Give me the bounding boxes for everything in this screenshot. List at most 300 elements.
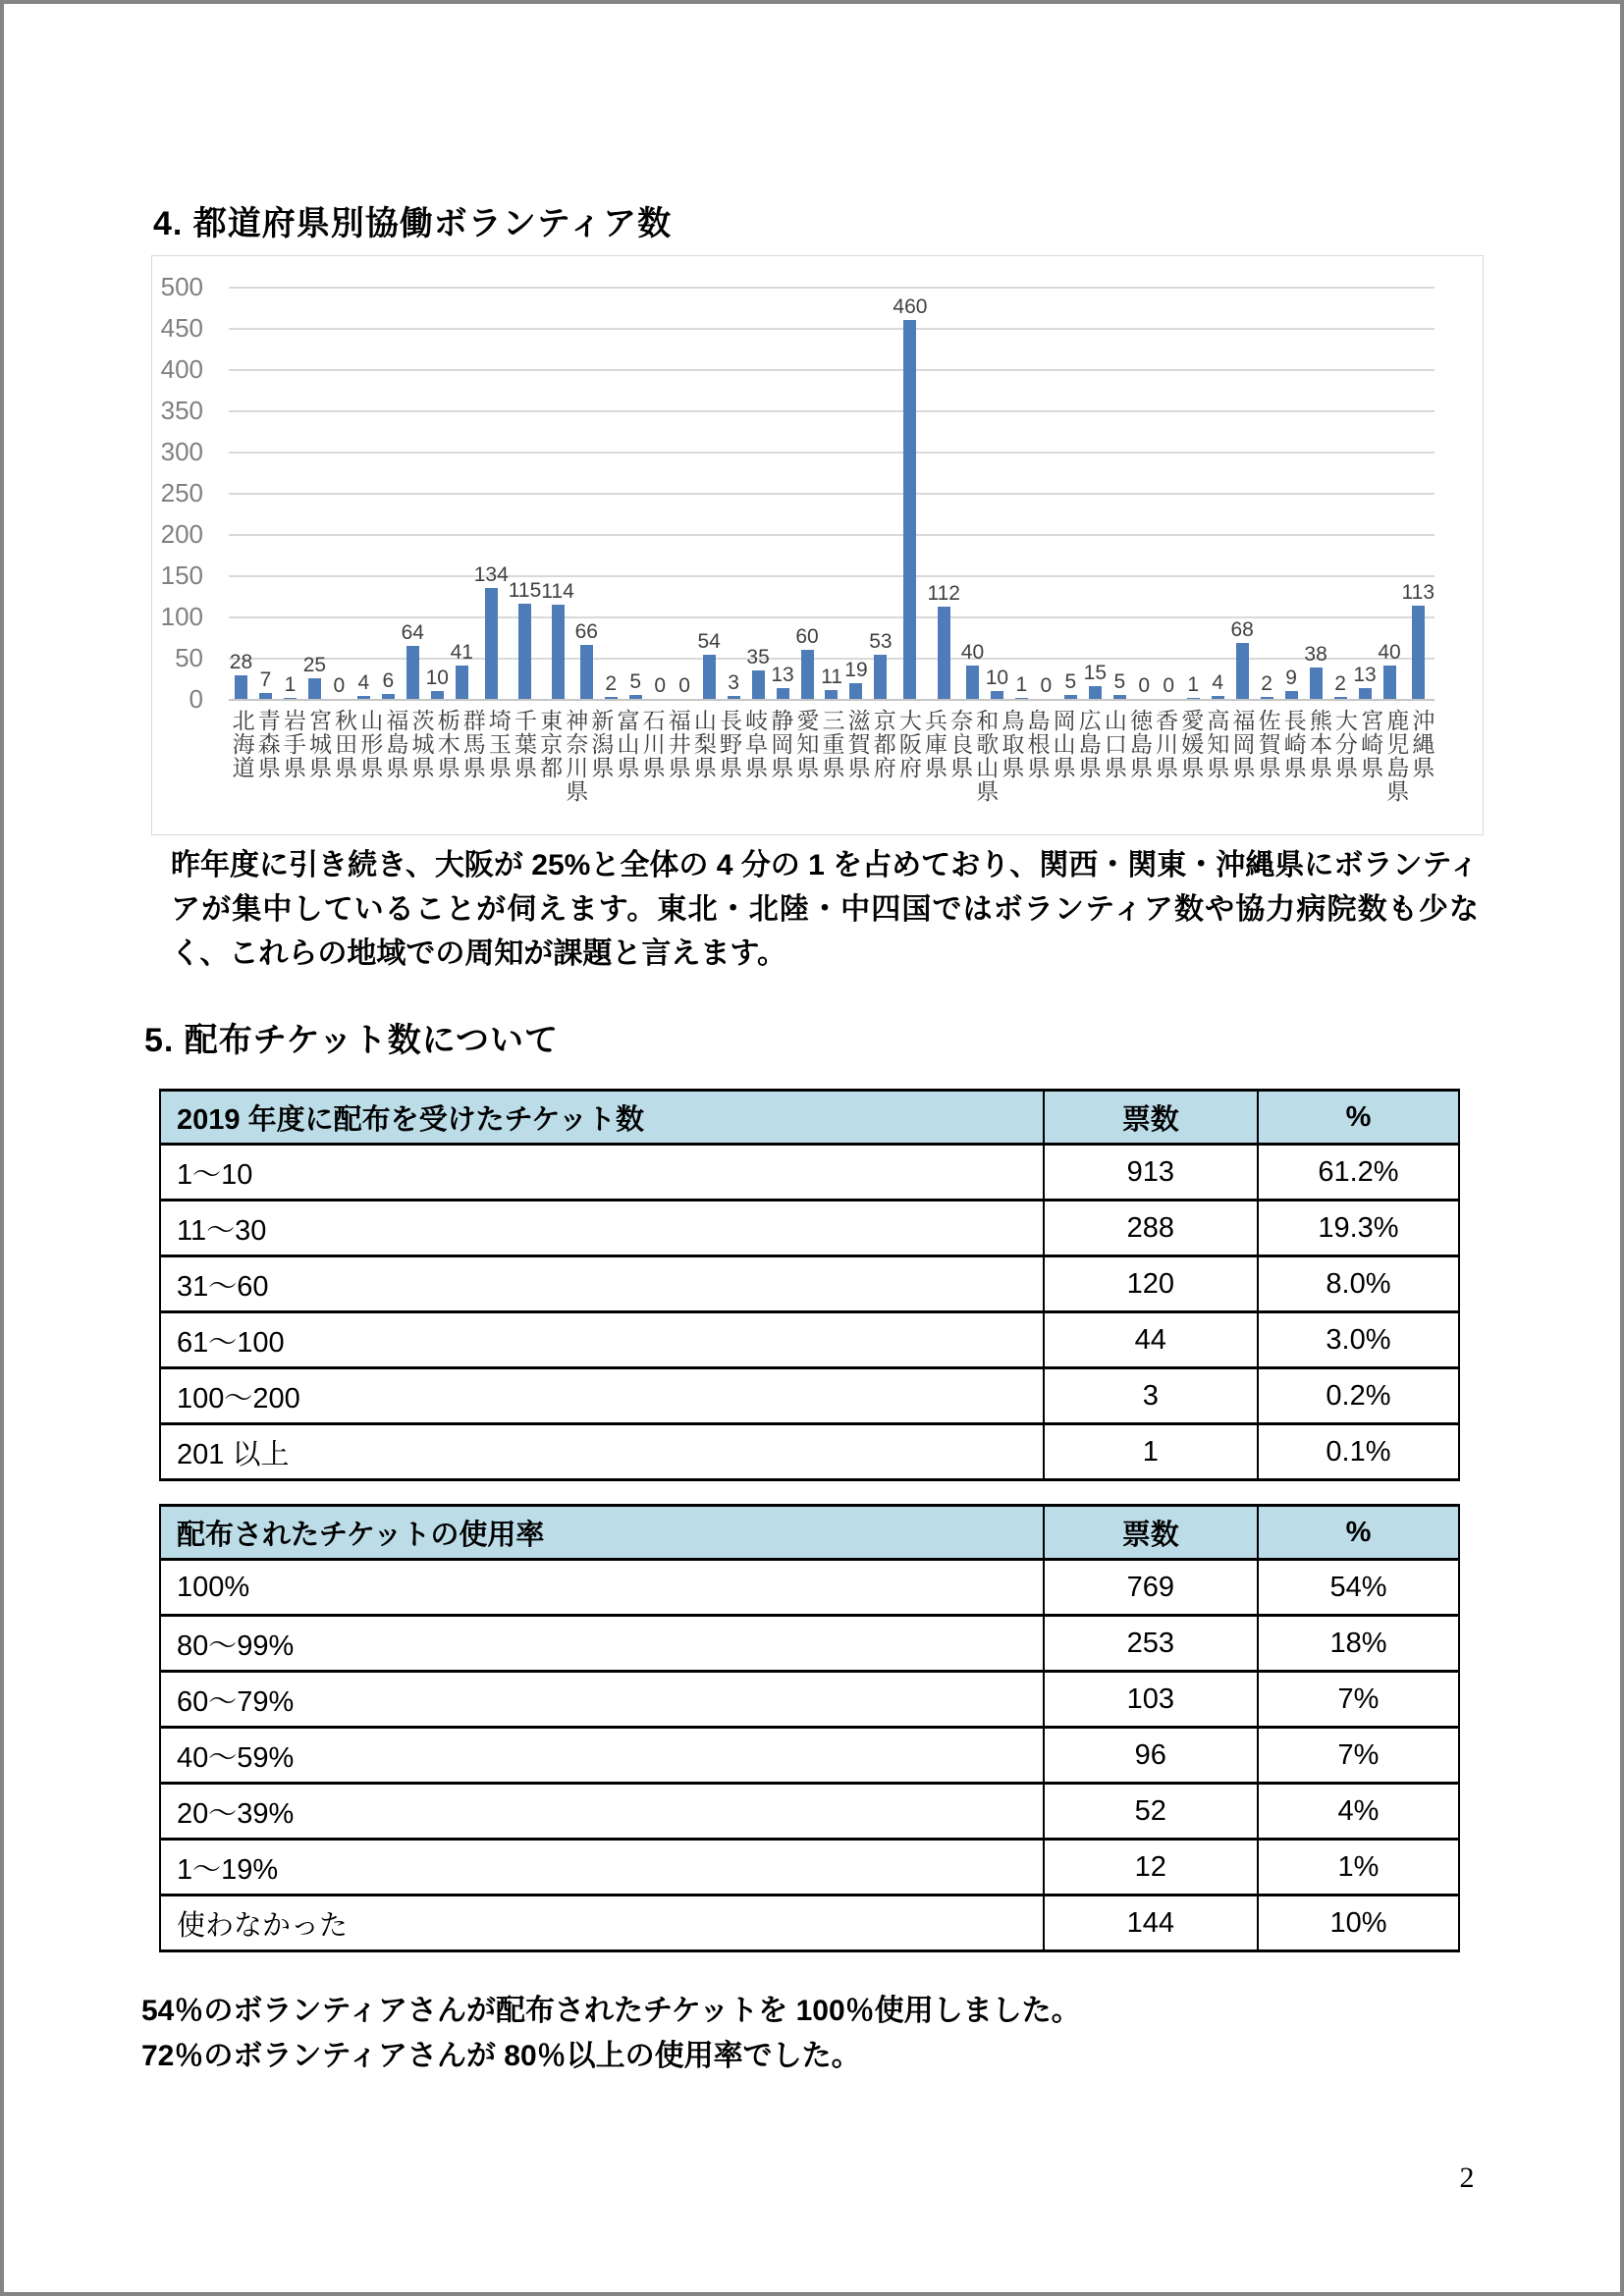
- bar: [1064, 695, 1077, 699]
- x-axis-label-text: 栃木県: [434, 709, 460, 779]
- bar: [938, 607, 950, 699]
- x-axis-label-text: 滋賀県: [844, 709, 871, 779]
- bar-value-label: 0: [1163, 674, 1175, 697]
- x-axis-label: [383, 709, 408, 803]
- x-axis-label-text: 岐阜県: [742, 709, 769, 779]
- table-header-cell: 票数: [1044, 1091, 1258, 1145]
- x-axis-label-text: 茨城県: [408, 709, 435, 779]
- table-header-cell: 票数: [1044, 1506, 1258, 1560]
- bar-value-label: 0: [654, 674, 667, 697]
- chart-column: [425, 287, 450, 699]
- bar-value-label: 11: [821, 665, 842, 688]
- y-tick-label: 150: [160, 561, 203, 590]
- chart-column: [450, 287, 474, 699]
- bar-value-label: 115: [508, 579, 542, 603]
- x-axis-label: [690, 709, 716, 803]
- x-axis-label: [1178, 709, 1204, 803]
- y-tick-label: 250: [160, 478, 203, 507]
- gridline: [229, 699, 1435, 701]
- x-axis-label: [639, 709, 665, 803]
- chart-column: [1279, 287, 1304, 699]
- row-value-cell: 96: [1044, 1728, 1258, 1784]
- table-row: [160, 1728, 1459, 1784]
- x-axis-label: [1358, 709, 1383, 803]
- bar-value-label: 134: [473, 563, 509, 587]
- bar-value-label: 9: [1285, 667, 1297, 690]
- x-axis-label: [563, 709, 588, 803]
- x-axis-label-text: 福島県: [383, 709, 409, 779]
- bar-value-label: 60: [795, 624, 819, 648]
- x-axis-label: [332, 709, 357, 803]
- x-axis-label-text: 奈良県: [947, 709, 974, 779]
- bar-value-label: 40: [1378, 641, 1401, 665]
- x-axis-label: [716, 709, 741, 803]
- x-axis-label-text: 愛知県: [793, 709, 820, 779]
- x-axis-label-text: 山形県: [357, 709, 384, 779]
- bar: [752, 670, 765, 699]
- chart-column: [352, 287, 376, 699]
- chart-column: [1083, 287, 1108, 699]
- x-axis-label: [1024, 709, 1050, 803]
- x-axis-label: [537, 709, 563, 803]
- x-axis-label-text: 埼玉県: [485, 709, 512, 779]
- x-axis-label: [1101, 709, 1126, 803]
- table-row: [160, 1784, 1459, 1840]
- x-axis-label: [742, 709, 768, 803]
- bar-value-label: 64: [401, 621, 424, 645]
- x-axis-label: [460, 709, 485, 803]
- bar: [1187, 698, 1200, 699]
- chart-column: [927, 287, 959, 699]
- bar-value-label: 35: [746, 645, 770, 668]
- x-axis-label: [1280, 709, 1306, 803]
- bar: [1412, 606, 1425, 699]
- table-row: [160, 1896, 1459, 1951]
- row-value-cell: 52: [1044, 1784, 1258, 1840]
- row-value-cell: 8.0%: [1258, 1256, 1459, 1312]
- bar: [406, 646, 419, 699]
- chart-column: [960, 287, 985, 699]
- table-header-cell: 配布されたチケットの使用率: [160, 1506, 1044, 1560]
- table-header-cell: %: [1258, 1506, 1459, 1560]
- bar-value-label: 460: [893, 294, 928, 318]
- x-axis-label: [768, 709, 793, 803]
- bar-value-label: 7: [259, 668, 272, 692]
- bar-value-label: 0: [1040, 674, 1053, 697]
- row-label-cell: 80〜99%: [160, 1616, 1044, 1672]
- row-label-cell: 使わなかった: [160, 1896, 1044, 1951]
- section4-paragraph: 昨年度に引き続き、大阪が 25%と全体の 4 分の 1 を占めており、関西・関東・沖縄県にボランティアが集中していることが伺えます。東北・北陸・中四国ではボランティア数や協力病院数も少なく、これらの地域での周知が課題と言えます。: [171, 849, 1479, 970]
- tickets-received-table: [159, 1089, 1460, 1481]
- x-axis-label-text: 長崎県: [1280, 709, 1307, 779]
- table-row: [160, 1201, 1459, 1256]
- x-axis-label: [921, 709, 947, 803]
- x-axis-label-text: 宮崎県: [1358, 709, 1384, 779]
- bar: [235, 675, 247, 699]
- chart-column: [1181, 287, 1206, 699]
- bar-value-label: 38: [1304, 643, 1327, 667]
- bar-value-label: 13: [771, 664, 794, 687]
- chart-column: [401, 287, 425, 699]
- section4-heading: 4. 都道府県別協働ボランティア数: [153, 205, 673, 242]
- x-axis-label-text: 千葉県: [511, 709, 537, 779]
- row-label-cell: 1〜19%: [160, 1840, 1044, 1896]
- chart-column: [1206, 287, 1230, 699]
- x-axis-label: [819, 709, 844, 803]
- x-axis-label: [511, 709, 536, 803]
- row-value-cell: 0.2%: [1258, 1368, 1459, 1424]
- chart-column: [722, 287, 746, 699]
- row-label-cell: 11〜30: [160, 1201, 1044, 1256]
- x-axis-label: [1050, 709, 1075, 803]
- chart-column: [771, 287, 795, 699]
- chart-column: [1255, 287, 1279, 699]
- chart-column: [648, 287, 673, 699]
- x-axis-label: [254, 709, 280, 803]
- x-axis-label-text: 沖縄県: [1409, 709, 1435, 779]
- bar-value-label: 53: [869, 630, 893, 654]
- y-tick-label: 50: [175, 643, 203, 672]
- x-axis-label-text: 秋田県: [332, 709, 358, 779]
- bar-value-label: 15: [1083, 662, 1107, 685]
- x-axis-label-text: 群馬県: [460, 709, 486, 779]
- row-value-cell: 913: [1044, 1145, 1258, 1201]
- x-axis-label: [973, 709, 999, 803]
- bar-value-label: 2: [605, 672, 618, 696]
- bar: [728, 696, 740, 699]
- row-value-cell: 54%: [1258, 1560, 1459, 1616]
- bar: [382, 694, 395, 699]
- bar: [629, 695, 642, 699]
- bar: [456, 666, 468, 699]
- table-header-row: [160, 1091, 1459, 1145]
- x-axis-label-text: 石川県: [639, 709, 666, 779]
- x-axis-label-text: 徳島県: [1127, 709, 1154, 779]
- bar-value-label: 1: [1187, 673, 1200, 697]
- chart-column: [474, 287, 509, 699]
- x-axis-label: [1383, 709, 1409, 803]
- table-body: [160, 1560, 1459, 1951]
- x-axis-label: [947, 709, 973, 803]
- x-axis-label-text: 熊本県: [1306, 709, 1332, 779]
- table-row: [160, 1424, 1459, 1480]
- bar: [966, 666, 979, 699]
- bar: [580, 645, 593, 699]
- table-row: [160, 1256, 1459, 1312]
- bar-value-label: 2: [1261, 672, 1272, 696]
- x-axis-label: [1229, 709, 1255, 803]
- row-value-cell: 769: [1044, 1560, 1258, 1616]
- y-tick-label: 350: [160, 396, 203, 425]
- bar-value-label: 68: [1230, 617, 1254, 641]
- bar: [903, 320, 916, 699]
- row-label-cell: 1〜10: [160, 1145, 1044, 1201]
- row-value-cell: 44: [1044, 1312, 1258, 1368]
- chart-column: [1230, 287, 1255, 699]
- bar: [1015, 698, 1028, 699]
- x-axis-label-text: 愛媛県: [1178, 709, 1205, 779]
- table-header-cell: %: [1258, 1091, 1459, 1145]
- bar-value-label: 13: [1353, 664, 1377, 687]
- x-axis-label-text: 山梨県: [690, 709, 717, 779]
- table-row: [160, 1145, 1459, 1201]
- chart-column: [574, 287, 599, 699]
- bar: [1236, 643, 1249, 699]
- y-tick-label: 400: [160, 354, 203, 384]
- bar: [259, 693, 272, 699]
- x-axis-label-text: 神奈川県: [563, 709, 589, 803]
- chart-column: [1034, 287, 1058, 699]
- bar-value-label: 66: [574, 619, 598, 643]
- row-value-cell: 19.3%: [1258, 1201, 1459, 1256]
- row-label-cell: 20〜39%: [160, 1784, 1044, 1840]
- chart-column: [843, 287, 868, 699]
- bar: [874, 655, 887, 699]
- table-head: [160, 1091, 1459, 1145]
- bar: [605, 697, 618, 699]
- x-axis-label: [844, 709, 870, 803]
- bar: [1089, 686, 1102, 699]
- row-value-cell: 253: [1044, 1616, 1258, 1672]
- x-axis-label: [485, 709, 511, 803]
- row-value-cell: 288: [1044, 1201, 1258, 1256]
- x-axis-label: [870, 709, 895, 803]
- y-tick-label: 300: [160, 437, 203, 466]
- row-value-cell: 103: [1044, 1672, 1258, 1728]
- bar-value-label: 0: [678, 674, 690, 697]
- bar: [1310, 667, 1323, 699]
- bar: [849, 683, 862, 699]
- chart-column: [253, 287, 278, 699]
- bar-value-label: 10: [985, 666, 1009, 689]
- x-axis-label-text: 兵庫県: [922, 709, 947, 779]
- x-axis-label-text: 青森県: [254, 709, 281, 779]
- bar: [357, 696, 370, 699]
- bar: [1212, 696, 1224, 699]
- bar-value-label: 40: [960, 641, 985, 665]
- chart-column: [820, 287, 844, 699]
- x-axis-label: [280, 709, 305, 803]
- chart-column: [673, 287, 697, 699]
- table-row: [160, 1616, 1459, 1672]
- row-value-cell: 144: [1044, 1896, 1258, 1951]
- bar-value-label: 112: [927, 581, 960, 605]
- x-axis-label: [1306, 709, 1331, 803]
- bar-value-label: 5: [1113, 669, 1126, 693]
- chart-column: [541, 287, 573, 699]
- row-value-cell: 61.2%: [1258, 1145, 1459, 1201]
- row-value-cell: 1: [1044, 1424, 1258, 1480]
- bar-value-label: 1: [1015, 673, 1028, 697]
- bar-value-label: 113: [1401, 581, 1435, 605]
- x-axis-label-text: 香川県: [1153, 709, 1179, 779]
- chart-column: [697, 287, 722, 699]
- volunteers-bar-chart: [151, 255, 1484, 835]
- chart-column: [278, 287, 302, 699]
- y-tick-label: 200: [160, 519, 203, 549]
- bar: [1113, 695, 1126, 699]
- chart-column: [1304, 287, 1328, 699]
- x-axis-label: [1153, 709, 1178, 803]
- bar: [1285, 691, 1298, 699]
- bar-value-label: 25: [302, 654, 327, 676]
- x-axis-label: [1075, 709, 1101, 803]
- bar-value-label: 4: [357, 670, 370, 694]
- y-tick-label: 100: [160, 602, 203, 631]
- x-axis-label-text: 岡山県: [1050, 709, 1076, 779]
- x-axis-label-text: 佐賀県: [1255, 709, 1281, 779]
- table-row: [160, 1368, 1459, 1424]
- chart-column: [376, 287, 401, 699]
- bar-value-label: 19: [844, 659, 868, 682]
- bar-value-label: 0: [1138, 674, 1151, 697]
- bar-value-label: 114: [541, 580, 574, 604]
- x-axis-label-text: 鳥取県: [999, 709, 1025, 779]
- x-axis-label-text: 福岡県: [1229, 709, 1256, 779]
- bar-value-label: 5: [1064, 669, 1077, 693]
- x-axis-label-text: 福井県: [665, 709, 691, 779]
- row-label-cell: 40〜59%: [160, 1728, 1044, 1784]
- x-axis-label: [229, 709, 254, 803]
- bar-value-label: 6: [382, 668, 395, 692]
- table-row: [160, 1840, 1459, 1896]
- table-head: [160, 1506, 1459, 1560]
- bar: [431, 691, 444, 699]
- bar-value-label: 3: [728, 671, 739, 695]
- bar-value-label: 28: [229, 651, 253, 674]
- x-axis-label-text: 長野県: [716, 709, 742, 779]
- bar-value-label: 0: [333, 674, 346, 697]
- chart-column: [302, 287, 327, 699]
- note-line: 54％のボランティアさんが配布されたチケットを 100％使用しました。: [141, 1995, 1081, 2027]
- chart-y-labels: [152, 272, 213, 714]
- row-label-cell: 60〜79%: [160, 1672, 1044, 1728]
- bar: [703, 655, 716, 699]
- bar: [308, 678, 321, 699]
- ticket-usage-table: [159, 1504, 1460, 1952]
- chart-column: [623, 287, 648, 699]
- bar-value-label: 1: [284, 673, 297, 697]
- chart-column: [893, 287, 927, 699]
- x-axis-label-text: 東京都: [537, 709, 564, 779]
- x-axis-label-text: 宮城県: [305, 709, 332, 779]
- chart-column: [327, 287, 352, 699]
- chart-column: [1378, 287, 1402, 699]
- bar-value-label: 5: [629, 669, 642, 693]
- chart-column: [795, 287, 820, 699]
- chart-column: [868, 287, 893, 699]
- row-label-cell: 201 以上: [160, 1424, 1044, 1480]
- x-axis-label: [434, 709, 460, 803]
- bar: [1334, 697, 1347, 699]
- x-axis-label-text: 高知県: [1204, 709, 1230, 779]
- x-axis-label-text: 三重県: [819, 709, 845, 779]
- chart-columns: [229, 287, 1435, 699]
- x-axis-label: [614, 709, 639, 803]
- x-axis-label-text: 山口県: [1101, 709, 1127, 779]
- x-axis-label-text: 鹿児島県: [1383, 709, 1410, 803]
- chart-column: [509, 287, 541, 699]
- chart-x-labels: [229, 709, 1435, 803]
- row-value-cell: 12: [1044, 1840, 1258, 1896]
- chart-column: [1402, 287, 1435, 699]
- chart-column: [1108, 287, 1132, 699]
- bar: [801, 650, 814, 699]
- bar-value-label: 54: [697, 629, 721, 653]
- x-axis-label-text: 和歌山県: [973, 709, 1000, 803]
- chart-column: [229, 287, 253, 699]
- chart-column: [1328, 287, 1353, 699]
- row-value-cell: 10%: [1258, 1896, 1459, 1951]
- row-value-cell: 1%: [1258, 1840, 1459, 1896]
- row-label-cell: 31〜60: [160, 1256, 1044, 1312]
- x-axis-label-text: 京都府: [870, 709, 896, 779]
- row-value-cell: 3.0%: [1258, 1312, 1459, 1368]
- bar: [825, 690, 838, 699]
- x-axis-label-text: 新潟県: [588, 709, 615, 779]
- row-value-cell: 7%: [1258, 1728, 1459, 1784]
- x-axis-label-text: 岩手県: [280, 709, 306, 779]
- table-row: [160, 1672, 1459, 1728]
- x-axis-label: [1126, 709, 1152, 803]
- chart-column: [1157, 287, 1181, 699]
- x-axis-label: [305, 709, 331, 803]
- y-tick-label: 500: [160, 272, 203, 301]
- x-axis-label: [895, 709, 921, 803]
- chart-column: [1009, 287, 1034, 699]
- page-number: 2: [1459, 2162, 1475, 2194]
- x-axis-label: [408, 709, 434, 803]
- chart-column: [1058, 287, 1083, 699]
- x-axis-label: [1255, 709, 1280, 803]
- chart-column: [1132, 287, 1157, 699]
- row-value-cell: 7%: [1258, 1672, 1459, 1728]
- chart-column: [985, 287, 1009, 699]
- x-axis-label-text: 富山県: [614, 709, 640, 779]
- chart-column: [1353, 287, 1378, 699]
- row-value-cell: 0.1%: [1258, 1424, 1459, 1480]
- x-axis-label-text: 大分県: [1332, 709, 1359, 779]
- bar: [1261, 697, 1273, 699]
- row-label-cell: 100%: [160, 1560, 1044, 1616]
- bar: [777, 688, 789, 699]
- row-label-cell: 100〜200: [160, 1368, 1044, 1424]
- row-value-cell: 4%: [1258, 1784, 1459, 1840]
- summary-notes: [141, 1989, 1457, 2079]
- chart-column: [599, 287, 623, 699]
- bar-value-label: 2: [1334, 672, 1346, 696]
- section5-heading: 5. 配布チケット数について: [144, 1022, 560, 1059]
- note-line: 72％のボランティアさんが 80％以上の使用率でした。: [141, 2040, 861, 2072]
- x-axis-label: [1331, 709, 1357, 803]
- row-value-cell: 120: [1044, 1256, 1258, 1312]
- x-axis-label: [588, 709, 614, 803]
- row-label-cell: 61〜100: [160, 1312, 1044, 1368]
- x-axis-label: [665, 709, 690, 803]
- table-row: [160, 1560, 1459, 1616]
- x-axis-label: [357, 709, 383, 803]
- bar: [552, 605, 565, 699]
- bar: [485, 588, 498, 699]
- x-axis-label-text: 静岡県: [768, 709, 794, 779]
- bar-value-label: 41: [450, 640, 473, 664]
- y-tick-label: 0: [189, 684, 203, 714]
- x-axis-label: [999, 709, 1024, 803]
- bar: [518, 604, 531, 699]
- table-header-row: [160, 1506, 1459, 1560]
- row-value-cell: 18%: [1258, 1616, 1459, 1672]
- x-axis-label: [793, 709, 819, 803]
